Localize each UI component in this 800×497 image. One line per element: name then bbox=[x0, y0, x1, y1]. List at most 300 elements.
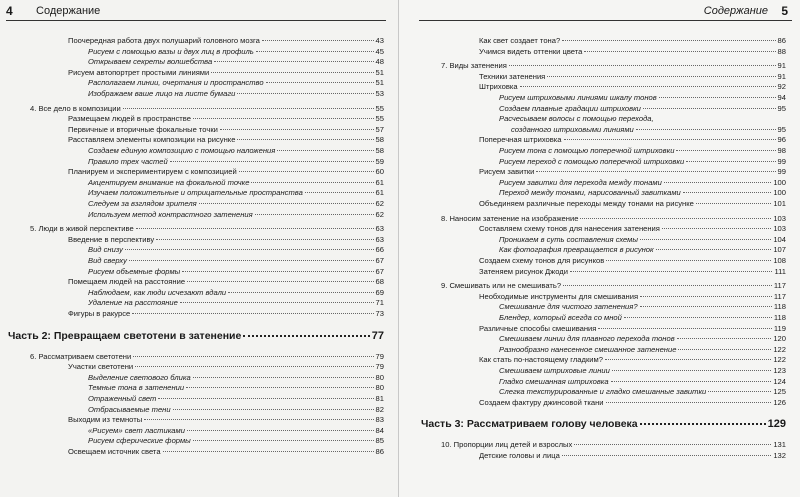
toc-page-number: 118 bbox=[773, 313, 786, 322]
dot-leader bbox=[520, 86, 776, 87]
toc-page-number: 86 bbox=[375, 447, 384, 456]
toc-entry-title: Темные тона в затенении bbox=[88, 383, 185, 393]
toc-entry-title: Составляем схему тонов для нанесения затенения bbox=[479, 224, 660, 234]
dot-leader bbox=[563, 285, 772, 286]
dot-leader bbox=[536, 171, 775, 172]
toc-entry-title: Затеняем рисунок Джоди bbox=[479, 266, 568, 276]
dot-leader bbox=[129, 260, 374, 261]
toc-entry bbox=[68, 362, 384, 371]
toc-page-number: 108 bbox=[773, 256, 786, 265]
toc-page-number: 107 bbox=[773, 245, 786, 255]
toc-page-number: 99 bbox=[777, 167, 786, 177]
toc-page-number: 79 bbox=[375, 362, 384, 372]
toc-entry bbox=[68, 125, 384, 134]
toc-entry bbox=[68, 36, 384, 45]
toc-page-number: 61 bbox=[375, 177, 384, 187]
toc-entry bbox=[88, 47, 384, 56]
toc-entry-title: Рисуем штриховыми линиями шкалу тонов bbox=[499, 93, 657, 102]
dot-leader bbox=[228, 292, 373, 293]
dot-leader bbox=[676, 150, 775, 151]
toc-page-number: 58 bbox=[375, 146, 384, 155]
toc-entry-title: Рисуем автопортрет простыми линиями bbox=[68, 67, 210, 77]
toc-entry bbox=[441, 61, 786, 70]
toc-page-number: 123 bbox=[773, 366, 786, 375]
toc-page-number: 86 bbox=[777, 36, 786, 45]
toc-page-number: 67 bbox=[375, 266, 384, 276]
dot-leader bbox=[239, 171, 374, 172]
toc-page-number: 62 bbox=[375, 199, 384, 208]
toc-page-number: 129 bbox=[767, 418, 786, 431]
toc-entry-title: Объединяем различные переходы между тонами на рисунке bbox=[479, 199, 694, 208]
dot-leader bbox=[256, 51, 374, 52]
toc-page-number: 132 bbox=[773, 451, 786, 460]
dot-leader bbox=[170, 161, 374, 162]
toc-page-number: 95 bbox=[777, 124, 786, 134]
dot-leader bbox=[656, 249, 772, 250]
toc-entry bbox=[511, 125, 786, 134]
toc-entry-title: Поперечная штриховка bbox=[479, 135, 562, 145]
toc-entry-title: Рисуем сферические формы bbox=[88, 436, 191, 446]
toc-entry bbox=[68, 167, 384, 176]
toc-entry bbox=[499, 188, 786, 197]
dot-leader bbox=[220, 129, 374, 130]
toc-entry bbox=[68, 68, 384, 77]
toc-entry-title: Выделение светового блика bbox=[88, 372, 191, 382]
toc-entry-title: созданного штриховыми линиями bbox=[511, 124, 634, 134]
toc-entry-title: Необходимые инструменты для смешивания bbox=[479, 291, 639, 301]
toc-entry-title: Введение в перспективу bbox=[68, 234, 155, 244]
toc-entry bbox=[88, 57, 384, 66]
toc-entry bbox=[479, 324, 786, 333]
dot-leader bbox=[187, 430, 374, 431]
dot-leader bbox=[708, 391, 771, 392]
toc-page-number: 84 bbox=[375, 425, 384, 435]
dot-leader bbox=[562, 40, 775, 41]
toc-entry bbox=[479, 36, 786, 45]
toc-entry bbox=[88, 178, 384, 187]
toc-entry-title: Как свет создает тона? bbox=[479, 36, 561, 45]
toc-entry bbox=[68, 135, 384, 144]
toc-entry-title: Рисуем завитки для перехода между тонами bbox=[499, 177, 662, 187]
toc-page-number: 69 bbox=[375, 287, 384, 297]
toc-page-number: 100 bbox=[773, 177, 786, 187]
toc-entry-title: 10. Пропорции лиц детей и взрослых bbox=[441, 440, 573, 450]
toc-page-number: 103 bbox=[773, 213, 786, 223]
toc-entry bbox=[88, 245, 384, 254]
dot-leader bbox=[173, 409, 374, 410]
toc-entry bbox=[479, 224, 786, 233]
toc-entry-title: 6. Рассматриваем светотени bbox=[30, 351, 132, 361]
toc-page-number: 98 bbox=[777, 146, 786, 155]
toc-page-number: 96 bbox=[777, 135, 786, 145]
toc-entry-title: Создаем единую композицию с помощью наложения bbox=[88, 146, 276, 155]
toc-entry bbox=[441, 281, 786, 290]
dot-leader bbox=[125, 249, 374, 250]
toc-entry bbox=[499, 334, 786, 343]
toc-page-number: 43 bbox=[375, 36, 384, 45]
dot-leader bbox=[584, 51, 775, 52]
toc-entry-title: Фигуры в ракурсе bbox=[68, 309, 131, 318]
toc-entry-title: Первичные и вторичные фокальные точки bbox=[68, 124, 218, 134]
page-header bbox=[6, 4, 386, 21]
dot-leader bbox=[193, 440, 374, 441]
toc-part-heading bbox=[421, 418, 786, 430]
toc-page-number: 122 bbox=[773, 344, 786, 354]
dot-leader bbox=[678, 349, 771, 350]
toc-entry-title: Как стать по-настоящему гладким? bbox=[479, 355, 603, 365]
dot-leader bbox=[640, 296, 772, 297]
toc-entry-title: Рисуем с помощью вазы и двух лиц в профиль bbox=[88, 46, 254, 56]
toc-entry-title: Слегка текстурированные и гладко смешанные завитки bbox=[499, 387, 707, 397]
toc-entry-title: Изучаем положительные и отрицательные пространства bbox=[88, 188, 303, 198]
toc-page-number: 71 bbox=[375, 298, 384, 308]
toc-entry bbox=[499, 302, 786, 311]
toc-entry bbox=[88, 188, 384, 197]
dot-leader bbox=[580, 218, 771, 219]
toc-page-number: 53 bbox=[375, 89, 384, 98]
toc-page-number: 126 bbox=[773, 397, 786, 407]
toc-entry bbox=[499, 387, 786, 396]
toc-entry-title: Акцентируем внимание на фокальной точке bbox=[88, 177, 250, 187]
dot-leader bbox=[180, 302, 374, 303]
dot-leader bbox=[144, 419, 373, 420]
dot-leader bbox=[662, 228, 771, 229]
dot-leader bbox=[132, 313, 373, 314]
toc-entry bbox=[88, 256, 384, 265]
dot-leader bbox=[133, 356, 373, 357]
toc-entry bbox=[88, 436, 384, 445]
toc-entry-title: Участки светотени bbox=[68, 362, 134, 372]
toc-page-number: 77 bbox=[371, 329, 384, 342]
dot-leader bbox=[509, 65, 776, 66]
dot-leader bbox=[156, 239, 373, 240]
toc-entry bbox=[479, 47, 786, 56]
toc-entry bbox=[479, 72, 786, 81]
toc-entry bbox=[88, 89, 384, 98]
dot-leader bbox=[677, 338, 772, 339]
toc-page-number: 91 bbox=[777, 61, 786, 71]
toc-entry bbox=[499, 114, 786, 123]
toc-entry bbox=[441, 440, 786, 449]
dot-leader bbox=[611, 381, 772, 382]
toc-entry bbox=[68, 309, 384, 318]
toc-entry bbox=[479, 199, 786, 208]
dot-leader bbox=[135, 366, 373, 367]
toc-entry bbox=[499, 366, 786, 375]
toc-entry bbox=[479, 82, 786, 91]
toc-entry-title: 7. Виды затенения bbox=[441, 61, 507, 71]
toc-entry bbox=[88, 405, 384, 414]
toc-page-number: 58 bbox=[375, 135, 384, 145]
toc-entry bbox=[88, 298, 384, 307]
dot-leader bbox=[123, 108, 374, 109]
toc-entry bbox=[30, 104, 384, 113]
toc-page-number: 122 bbox=[773, 355, 786, 365]
toc-page-number: 55 bbox=[375, 103, 384, 113]
dot-leader bbox=[214, 61, 373, 62]
dot-leader bbox=[547, 76, 775, 77]
toc-page-number: 104 bbox=[773, 234, 786, 244]
toc-page-number: 57 bbox=[375, 124, 384, 134]
toc-entry bbox=[499, 104, 786, 113]
dot-leader bbox=[199, 203, 374, 204]
toc-entry-title: Поочередная работа двух полушарий головного мозга bbox=[68, 36, 260, 45]
toc-entry-title: Вид сверху bbox=[88, 256, 127, 265]
toc-page-number: 79 bbox=[375, 351, 384, 361]
toc-page-number: 61 bbox=[375, 188, 384, 198]
dot-leader bbox=[136, 228, 374, 229]
toc-page-number: 95 bbox=[777, 103, 786, 113]
toc-entry-title: «Рисуем» свет ластиками bbox=[88, 425, 185, 435]
dot-leader bbox=[612, 370, 771, 371]
toc-entry bbox=[479, 451, 786, 460]
dot-leader bbox=[664, 182, 771, 183]
dot-leader bbox=[187, 281, 373, 282]
toc-entry bbox=[88, 288, 384, 297]
toc-entry bbox=[499, 235, 786, 244]
dot-leader bbox=[643, 108, 776, 109]
toc-entry bbox=[88, 394, 384, 403]
toc-page-number: 117 bbox=[773, 281, 786, 291]
toc-entry bbox=[499, 157, 786, 166]
toc-entry-title: Изображаем ваше лицо на листе бумаги bbox=[88, 89, 236, 98]
toc-entry-title: Помещаем людей на расстояние bbox=[68, 277, 186, 287]
dot-leader bbox=[605, 359, 771, 360]
dot-leader bbox=[243, 335, 369, 337]
toc-entry bbox=[499, 345, 786, 354]
dot-leader bbox=[606, 402, 772, 403]
toc-entry bbox=[479, 355, 786, 364]
toc-entry bbox=[88, 267, 384, 276]
dot-leader bbox=[193, 377, 374, 378]
toc-page-number: 80 bbox=[375, 372, 384, 382]
toc-page-number: 85 bbox=[375, 436, 384, 446]
toc-entry-title: Размещаем людей в пространстве bbox=[68, 114, 191, 124]
toc-entry-title: Рисуем переход с помощью поперечной штриховки bbox=[499, 156, 685, 166]
toc-entry-title: Смешивание для чистого затенения? bbox=[499, 302, 638, 312]
toc-entry bbox=[88, 383, 384, 392]
toc-entry-title: Отраженный свет bbox=[88, 394, 157, 403]
dot-leader bbox=[686, 161, 775, 162]
toc-entry bbox=[499, 313, 786, 322]
toc-page-number: 101 bbox=[773, 199, 786, 208]
dot-leader bbox=[562, 455, 772, 456]
toc-page-number: 80 bbox=[375, 383, 384, 393]
dot-leader bbox=[277, 150, 373, 151]
dot-leader bbox=[211, 72, 373, 73]
dot-leader bbox=[696, 203, 771, 204]
toc-entry-title: 4. Все дело в композиции bbox=[30, 103, 121, 113]
dot-leader bbox=[262, 40, 374, 41]
dot-leader bbox=[182, 271, 373, 272]
toc-page-number: 118 bbox=[773, 302, 786, 312]
toc-entry bbox=[479, 167, 786, 176]
toc-page-number: 68 bbox=[375, 277, 384, 287]
toc-entry-title: Штриховка bbox=[479, 82, 518, 92]
header-title: Содержание bbox=[36, 5, 101, 17]
dot-leader bbox=[237, 93, 373, 94]
toc-entry-title: Разнообразно нанесенное смешанное затенение bbox=[499, 344, 677, 354]
toc-entry-title: Планируем и экспериментируем с композицией bbox=[68, 167, 237, 177]
dot-leader bbox=[255, 214, 374, 215]
toc-page-number: 82 bbox=[375, 404, 384, 414]
toc-entry-title: Правило трех частей bbox=[88, 156, 168, 166]
toc-entry bbox=[479, 135, 786, 144]
dot-leader bbox=[158, 398, 373, 399]
toc-entry-title: Часть 3: Рассматриваем голову человека bbox=[421, 418, 638, 431]
toc-entry bbox=[499, 93, 786, 102]
toc-entry bbox=[68, 277, 384, 286]
toc-entry-title: Переход между тонами, нарисованный завитками bbox=[499, 188, 681, 198]
dot-leader bbox=[640, 239, 771, 240]
toc-entry-title: Рисуем завитки bbox=[479, 167, 535, 177]
toc-entry-title: Техники затенения bbox=[479, 71, 546, 81]
toc-entry bbox=[479, 267, 786, 276]
toc-page-number: 92 bbox=[777, 82, 786, 92]
toc-page-number: 99 bbox=[777, 156, 786, 166]
toc-entry bbox=[88, 426, 384, 435]
page-number: 4 bbox=[6, 4, 13, 18]
toc-entry bbox=[499, 146, 786, 155]
toc-entry-title: Смешиваем штриховые линии bbox=[499, 366, 610, 375]
dot-leader bbox=[251, 182, 373, 183]
toc-entry-title: Гладко смешанная штриховка bbox=[499, 376, 609, 386]
toc-entry bbox=[68, 114, 384, 123]
toc-entry-title: Следуем за взглядом зрителя bbox=[88, 199, 197, 208]
toc-entry bbox=[499, 178, 786, 187]
dot-leader bbox=[624, 317, 772, 318]
left-page bbox=[0, 0, 398, 497]
toc-entry bbox=[479, 292, 786, 301]
toc-entry bbox=[68, 415, 384, 424]
toc-page-number: 83 bbox=[375, 415, 384, 425]
toc-entry-title: Часть 2: Превращаем светотени в затенение bbox=[8, 329, 242, 342]
toc-entry bbox=[88, 210, 384, 219]
toc-entry-title: Как фотография превращается в рисунок bbox=[499, 245, 654, 255]
toc-entry bbox=[499, 245, 786, 254]
toc-entry-title: Смешиваем линии для плавного перехода тонов bbox=[499, 334, 675, 344]
toc-entry-title: Используем метод контрастного затенения bbox=[88, 209, 253, 219]
toc-entry-title: Создаем фактуру джинсовой ткани bbox=[479, 397, 604, 407]
toc-entry-title: Располагаем линии, очертания и пространство bbox=[88, 78, 264, 88]
toc-entry bbox=[30, 352, 384, 361]
toc-entry-title: Учимся видеть оттенки цвета bbox=[479, 46, 583, 56]
toc-page-number: 94 bbox=[777, 93, 786, 102]
toc-page-number: 63 bbox=[375, 224, 384, 234]
toc-entry-title: Вид снизу bbox=[88, 245, 123, 255]
toc-entry bbox=[479, 398, 786, 407]
toc-entry-title: Отбрасываемые тени bbox=[88, 404, 171, 414]
toc-page-number: 81 bbox=[375, 394, 384, 403]
toc-entry-title: Удаление на расстояние bbox=[88, 298, 178, 308]
toc-entry-title: Рисуем объемные формы bbox=[88, 266, 181, 276]
toc-entry-title: Наблюдаем, как люди исчезают вдали bbox=[88, 287, 227, 297]
toc-page-number: 59 bbox=[375, 156, 384, 166]
dot-leader bbox=[193, 118, 374, 119]
toc-page-number: 66 bbox=[375, 245, 384, 255]
toc-entry bbox=[479, 256, 786, 265]
toc-page-number: 62 bbox=[375, 209, 384, 219]
dot-leader bbox=[640, 423, 766, 425]
toc-page-number: 117 bbox=[773, 291, 786, 301]
dot-leader bbox=[598, 328, 771, 329]
toc-page-number: 63 bbox=[375, 234, 384, 244]
toc-page-number: 88 bbox=[777, 46, 786, 56]
header-title: Содержание bbox=[703, 5, 768, 17]
toc-page-number: 120 bbox=[773, 334, 786, 344]
dot-leader bbox=[683, 192, 772, 193]
dot-leader bbox=[606, 260, 771, 261]
toc-entry bbox=[88, 373, 384, 382]
toc-entry-title: Рисуем тона с помощью поперечной штриховки bbox=[499, 146, 675, 155]
toc-entry bbox=[30, 224, 384, 233]
toc-entry-title: Открываем секреты волшебства bbox=[88, 57, 213, 67]
right-page bbox=[398, 0, 800, 497]
toc-entry bbox=[88, 78, 384, 87]
dot-leader bbox=[163, 451, 374, 452]
dot-leader bbox=[564, 139, 776, 140]
toc-entry bbox=[88, 146, 384, 155]
toc-page-number: 51 bbox=[375, 67, 384, 77]
toc-page-number: 67 bbox=[375, 256, 384, 265]
toc-page-number: 73 bbox=[375, 309, 384, 318]
toc-page-number: 103 bbox=[773, 224, 786, 234]
toc-entry-title: Блендер, который всегда со мной bbox=[499, 313, 622, 322]
toc-entry-title: Различные способы смешивания bbox=[479, 323, 597, 333]
dot-leader bbox=[186, 387, 373, 388]
dot-leader bbox=[640, 306, 772, 307]
toc-page-number: 111 bbox=[774, 266, 786, 276]
toc-page-number: 131 bbox=[773, 440, 786, 450]
toc-entry-title: Расчесываем волосы с помощью перехода, bbox=[499, 114, 654, 124]
toc-part-heading bbox=[8, 330, 384, 342]
toc-entry bbox=[499, 377, 786, 386]
toc-entry bbox=[68, 235, 384, 244]
toc-entry-title: Создаем плавные градации штриховки bbox=[499, 103, 641, 113]
toc-entry-title: Проникаем в суть составления схемы bbox=[499, 234, 638, 244]
toc-page-number: 48 bbox=[375, 57, 384, 67]
toc-page-number: 55 bbox=[375, 114, 384, 124]
toc-page-number: 91 bbox=[777, 71, 786, 81]
toc-entry-title: Выходим из темноты bbox=[68, 415, 143, 425]
dot-leader bbox=[636, 129, 776, 130]
toc-entry-title: 9. Смешивать или не смешивать? bbox=[441, 281, 562, 291]
dot-leader bbox=[570, 271, 772, 272]
toc-entry-title: Расставляем элементы композиции на рисунке bbox=[68, 135, 236, 145]
toc-page-number: 125 bbox=[773, 387, 786, 397]
dot-leader bbox=[305, 192, 374, 193]
toc-entry-title: Создаем схему тонов для рисунков bbox=[479, 256, 605, 265]
toc-entry-title: Детские головы и лица bbox=[479, 451, 560, 460]
toc-entry-title: 5. Люди в живой перспективе bbox=[30, 224, 134, 234]
toc-page-number: 60 bbox=[375, 167, 384, 177]
page-number: 5 bbox=[781, 4, 788, 18]
toc-entry bbox=[441, 214, 786, 223]
toc-entry-title: Освещаем источник света bbox=[68, 447, 161, 456]
page-header bbox=[419, 4, 792, 21]
toc-entry bbox=[88, 199, 384, 208]
dot-leader bbox=[266, 82, 374, 83]
toc-page-number: 100 bbox=[773, 188, 786, 198]
dot-leader bbox=[659, 97, 776, 98]
dot-leader bbox=[574, 444, 771, 445]
toc-page-number: 124 bbox=[773, 376, 786, 386]
toc-entry bbox=[88, 157, 384, 166]
toc-entry-title: 8. Наносим затенение на изображение bbox=[441, 213, 579, 223]
toc-entry bbox=[68, 447, 384, 456]
dot-leader bbox=[237, 139, 373, 140]
toc-page-number: 45 bbox=[375, 46, 384, 56]
